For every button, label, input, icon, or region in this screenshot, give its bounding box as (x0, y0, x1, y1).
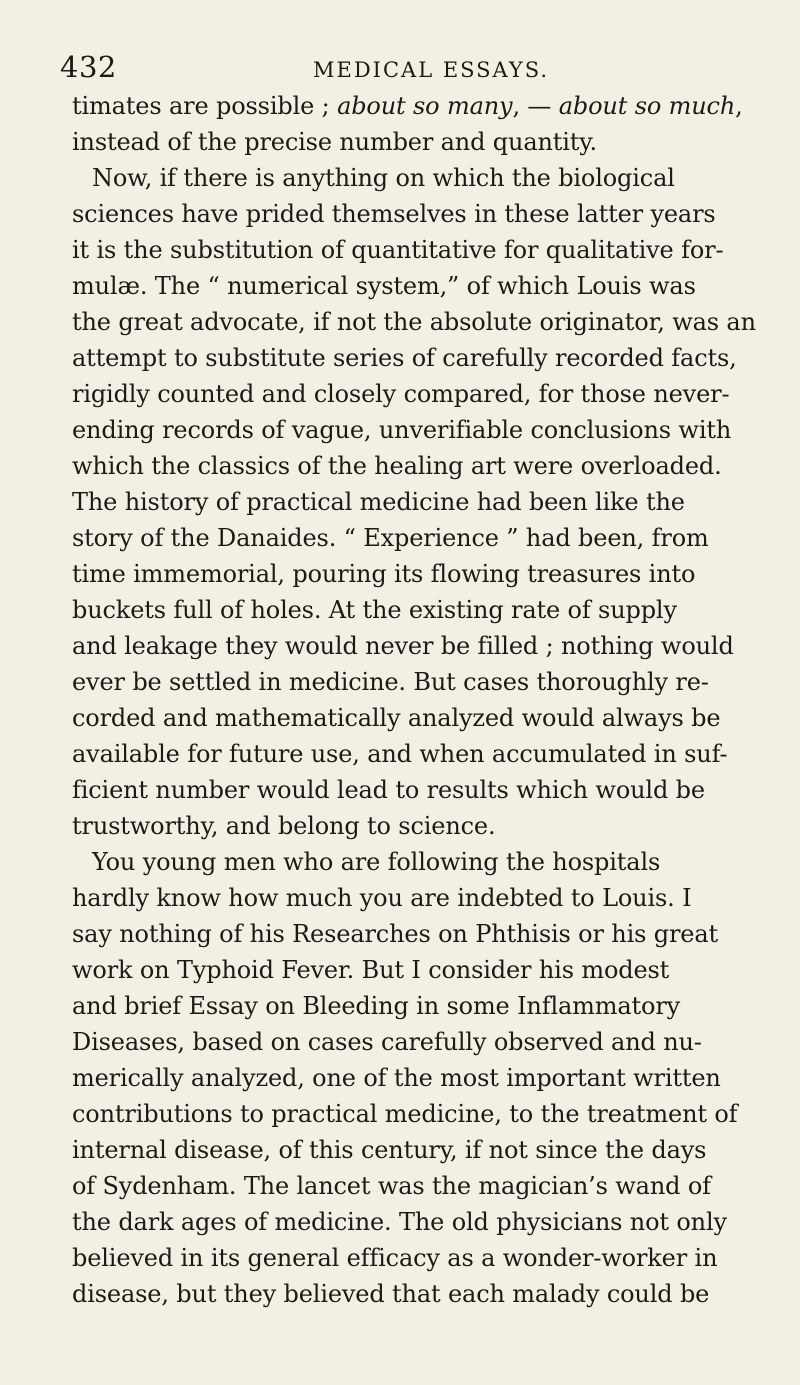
text-line: available for future use, and when accumulated in suf- (72, 740, 728, 768)
text-line: ending records of vague, unverifiable conclusions with (72, 416, 732, 444)
text-line: say nothing of his Researches on Phthisis or his great (72, 920, 718, 948)
text-line: contributions to practical medicine, to the treatment of (72, 1100, 738, 1128)
page-header (60, 50, 740, 90)
text-line: it is the substitution of quantitative for qualitative for- (72, 236, 724, 264)
text-line: merically analyzed, one of the most important written (72, 1064, 721, 1092)
text-line: ficient number would lead to results which would be (72, 776, 705, 804)
text-line: ever be settled in medicine. But cases thoroughly re- (72, 668, 709, 696)
text-line: internal disease, of this century, if not since the days (72, 1136, 707, 1164)
text-line: work on Typhoid Fever. But I consider his modest (72, 956, 670, 984)
text-line: disease, but they believed that each malady could be (72, 1280, 710, 1308)
text-line: The history of practical medicine had been like the (72, 488, 685, 516)
text-line: which the classics of the healing art were overloaded. (72, 452, 722, 480)
text-line: timates are possible ; about so many, — about so much, (72, 92, 743, 120)
text-line: You young men who are following the hospitals (92, 848, 661, 876)
text-line: hardly know how much you are indebted to Louis. I (72, 884, 692, 912)
text-line: corded and mathematically analyzed would always be (72, 704, 721, 732)
running-head: MEDICAL ESSAYS. (313, 58, 550, 82)
text-line: rigidly counted and closely compared, for those never- (72, 380, 730, 408)
text-line: story of the Danaides. “ Experience ” had been, from (72, 524, 709, 552)
text-line: sciences have prided themselves in these latter years (72, 200, 716, 228)
italic-phrase: about so much (558, 92, 736, 120)
text-line: attempt to substitute series of carefully recorded facts, (72, 344, 737, 372)
italic-phrase: about so many (337, 92, 513, 120)
text-line: time immemorial, pouring its flowing treasures into (72, 560, 696, 588)
text-line: mulæ. The “ numerical system,” of which Louis was (72, 272, 696, 300)
text-line: the dark ages of medicine. The old physicians not only (72, 1208, 727, 1236)
text-line: and brief Essay on Bleeding in some Inflammatory (72, 992, 681, 1020)
text-line: Now, if there is anything on which the biological (92, 164, 675, 192)
text-line: instead of the precise number and quantity. (72, 128, 597, 156)
text-line: Diseases, based on cases carefully observed and nu- (72, 1028, 702, 1056)
text-line: trustworthy, and belong to science. (72, 812, 496, 840)
text-line: and leakage they would never be filled ; nothing would (72, 632, 734, 660)
text-line: believed in its general efficacy as a wonder-worker in (72, 1244, 718, 1272)
text-line: buckets full of holes. At the existing rate of supply (72, 596, 677, 624)
text-line: of Sydenham. The lancet was the magician’s wand of (72, 1172, 711, 1200)
page-number: 432 (60, 50, 117, 84)
text-line: the great advocate, if not the absolute originator, was an (72, 308, 756, 336)
